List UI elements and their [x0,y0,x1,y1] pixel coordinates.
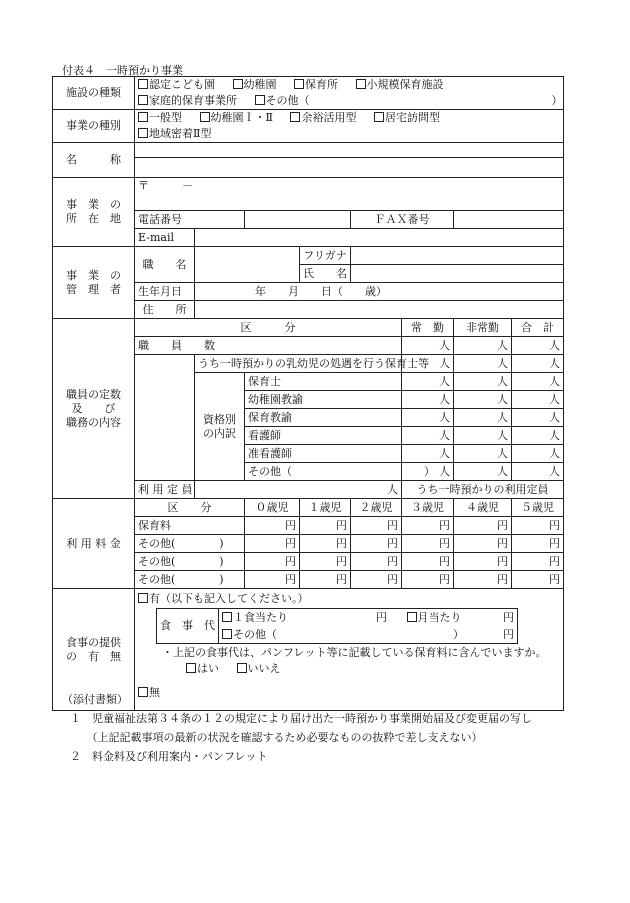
manager-birth-label: 生年月日 [135,283,195,301]
staff-label: 職員の定数 及 び 職務の内容 [53,319,135,499]
qual-item: その他（ ） [245,463,402,481]
business-option[interactable]: 居宅訪問型 [374,111,440,125]
facility-option[interactable]: 幼稚園 [233,78,277,92]
checkbox-icon[interactable] [138,128,148,138]
checkbox-icon[interactable] [407,612,417,622]
fee-cell[interactable]: 円 [300,553,351,571]
fee-cell[interactable]: 円 [402,535,454,553]
facility-type-options-row1 [135,77,564,94]
business-type-options-row1 [135,110,564,127]
manager-title-label: 職 名 [135,247,195,283]
fee-cell[interactable]: 円 [245,571,300,589]
facility-option[interactable]: 認定こども園 [138,78,215,92]
business-option[interactable]: 一般型 [138,111,182,125]
fee-row-label: 保育料 [135,517,245,535]
qual-item: 看護師 [245,427,402,445]
name-furigana-field[interactable] [135,143,564,158]
fee-cell[interactable]: 円 [512,535,564,553]
fee-row-label: その他( ) [135,553,245,571]
fee-header-age: ３歳児 [402,499,454,517]
application-form-table [52,76,564,711]
staff-qual-label: 資格別 の内訳 [195,373,245,481]
staff-total-label: 職 員 数 [135,337,402,355]
manager-label: 事 業 の 管 理 者 [53,247,135,319]
capacity-field[interactable]: 人 [195,481,402,499]
fee-cell[interactable]: 円 [351,553,402,571]
checkbox-icon[interactable] [186,663,196,673]
business-option[interactable]: 余裕活用型 [290,111,356,125]
fee-cell[interactable]: 円 [300,517,351,535]
staff-header-fulltime: 常 勤 [402,319,454,337]
checkbox-icon[interactable] [200,112,210,122]
form-caption: 付表４ 一時預かり事業 [62,64,183,77]
fee-header-age: ２歳児 [351,499,402,517]
fax-label: ＦＡＸ番号 [351,211,454,229]
fee-cell[interactable]: 円 [351,535,402,553]
meal-fee-label: 食 事 代 [157,609,219,644]
staff-cell[interactable]: 人 [512,409,564,427]
staff-cell[interactable]: 人 [402,391,454,409]
qual-item: 保育教諭 [245,409,402,427]
staff-header-category: 区 分 [135,319,402,337]
business-type-options-row2 [135,126,564,143]
checkbox-icon[interactable] [356,79,366,89]
fee-cell[interactable]: 円 [512,517,564,535]
staff-cell[interactable]: 人 [454,445,512,463]
qual-item: 准看護師 [245,445,402,463]
staff-cell[interactable]: 人 [512,391,564,409]
staff-cell[interactable]: 人 [454,427,512,445]
attachment-item: ２ 料金料及び利用案内・パンフレット [70,750,268,763]
fee-cell[interactable]: 円 [245,535,300,553]
fee-cell[interactable]: 円 [300,535,351,553]
checkbox-icon[interactable] [138,593,148,603]
email-label: E-mail [135,229,195,247]
fee-cell[interactable]: 円 [351,571,402,589]
meal-no-option[interactable]: 無 [138,686,560,700]
staff-cell[interactable]: 人 [454,337,512,355]
facility-option[interactable]: 保育所 [294,78,338,92]
manager-birth-field[interactable]: 年 月 日（ 歳） [195,283,564,301]
fee-cell[interactable]: 円 [454,535,512,553]
staff-cell[interactable]: 人 [454,391,512,409]
attachment-note: （上記記載事項の最新の状況を確認するため必要なものの抜粋で差し支えない） [70,731,483,744]
answer-yes-option[interactable]: はい [186,662,219,676]
meal-fee-table [156,608,518,644]
name-label: 名 称 [53,143,135,178]
meal-label: 食事の提供 の 有 無 [53,589,135,711]
manager-furigana-label: フリガナ [300,247,351,265]
staff-cell[interactable]: 人 [402,373,454,391]
staff-cell[interactable]: 人 [402,427,454,445]
facility-type-options-row2 [135,93,564,110]
fee-cell[interactable]: 円 [402,517,454,535]
qual-item: 幼稚園教諭 [245,391,402,409]
checkbox-icon[interactable] [290,112,300,122]
attachments-title: （添付書類） [62,693,128,706]
facility-option[interactable]: 家庭的保育事業所 [138,94,237,108]
fee-cell[interactable]: 円 [454,517,512,535]
fee-row-label: その他( ) [135,571,245,589]
meal-yes-option[interactable]: 有（以下も記入してください。） [138,592,560,606]
checkbox-icon[interactable] [138,112,148,122]
checkbox-icon[interactable] [222,612,232,622]
staff-cell[interactable]: 人 [512,463,564,481]
meal-answer-options [186,662,560,676]
fee-header-age: ５歳児 [512,499,564,517]
location-label: 事 業 の 所 在 地 [53,178,135,247]
checkbox-icon[interactable] [138,79,148,89]
manager-name-field[interactable] [351,265,564,283]
attachments-section [62,690,532,766]
checkbox-icon[interactable] [255,95,265,105]
staff-indent [135,355,195,373]
staff-cell[interactable]: 人 [454,373,512,391]
fax-field[interactable] [454,211,564,229]
staff-cell[interactable]: 人 [512,355,564,373]
capacity-sub-label: うち一時預かりの利用定員 [402,481,564,499]
fee-header-age: １歳児 [300,499,351,517]
checkbox-icon[interactable] [294,79,304,89]
staff-cell[interactable]: 人 [454,409,512,427]
checkbox-icon[interactable] [222,629,232,639]
manager-title-field[interactable] [195,247,300,283]
fee-header-category: 区 分 [135,499,245,517]
fee-cell[interactable]: 円 [351,517,402,535]
staff-cell[interactable]: 人 [454,355,512,373]
staff-cell[interactable]: 人 [402,445,454,463]
staff-sub-label: うち一時預かりの乳幼児の処遇を行う保育士等 [195,355,402,373]
staff-cell[interactable]: 人 [402,355,454,373]
business-type-label: 事業の種別 [53,110,135,143]
checkbox-icon[interactable] [138,95,148,105]
attachment-item: １ 児童福祉法第３４条の１２の規定により届け出た一時預かり事業開始届及び変更届の写し [70,712,532,725]
phone-field[interactable] [245,211,351,229]
manager-name-label: 氏 名 [300,265,351,283]
fee-cell[interactable]: 円 [245,517,300,535]
name-field[interactable] [135,158,564,178]
checkbox-icon[interactable] [374,112,384,122]
fee-cell[interactable]: 円 [402,553,454,571]
manager-furigana-field[interactable] [351,247,564,265]
fee-cell[interactable]: 円 [300,571,351,589]
facility-option[interactable]: 小規模保育施設 [356,78,444,92]
address-field[interactable] [135,194,564,211]
fee-cell[interactable]: 円 [454,553,512,571]
staff-cell[interactable]: 人 [512,427,564,445]
facility-type-label: 施設の種類 [53,77,135,110]
capacity-label: 利 用 定 員 [135,481,195,499]
checkbox-icon[interactable] [233,79,243,89]
staff-cell[interactable]: 人 [512,445,564,463]
staff-cell[interactable]: 人 [402,337,454,355]
fee-cell[interactable]: 円 [454,571,512,589]
staff-cell[interactable]: 人 [454,463,512,481]
staff-cell[interactable]: 人 [402,463,454,481]
phone-label: 電話番号 [135,211,245,229]
fee-cell[interactable]: 円 [512,571,564,589]
fee-row-label: その他( ) [135,535,245,553]
business-option[interactable]: 幼稚園Ｉ・Ⅱ [200,111,273,125]
meal-fee-row2: その他（ ） 円 [219,626,518,644]
checkbox-icon[interactable] [237,663,247,673]
fee-cell[interactable]: 円 [402,571,454,589]
fee-header-age: ０歳児 [245,499,300,517]
meal-fee-row1: １食当たり 円 月当たり 円 [219,609,518,627]
business-option[interactable]: 地域密着Ⅱ型 [138,127,211,141]
staff-cell[interactable]: 人 [512,373,564,391]
staff-indent [135,373,195,481]
manager-address-field[interactable] [195,301,564,319]
answer-no-option[interactable]: いいえ [237,662,281,676]
staff-cell[interactable]: 人 [512,337,564,355]
fee-cell[interactable]: 円 [512,553,564,571]
facility-option[interactable]: その他（ ） [255,94,563,108]
staff-header-parttime: 非常勤 [454,319,512,337]
manager-address-label: 住 所 [135,301,195,319]
postal-code[interactable]: 〒 － [135,178,564,195]
staff-header-total: 合 計 [512,319,564,337]
qual-item: 保育士 [245,373,402,391]
fee-label: 利 用 料 金 [53,499,135,589]
meal-question: ・上記の食事代は、パンフレット等に記載している保育料に含んでいますか。 [162,646,547,659]
staff-cell[interactable]: 人 [402,409,454,427]
fee-header-age: ４歳児 [454,499,512,517]
fee-cell[interactable]: 円 [245,553,300,571]
email-field[interactable] [195,229,564,247]
